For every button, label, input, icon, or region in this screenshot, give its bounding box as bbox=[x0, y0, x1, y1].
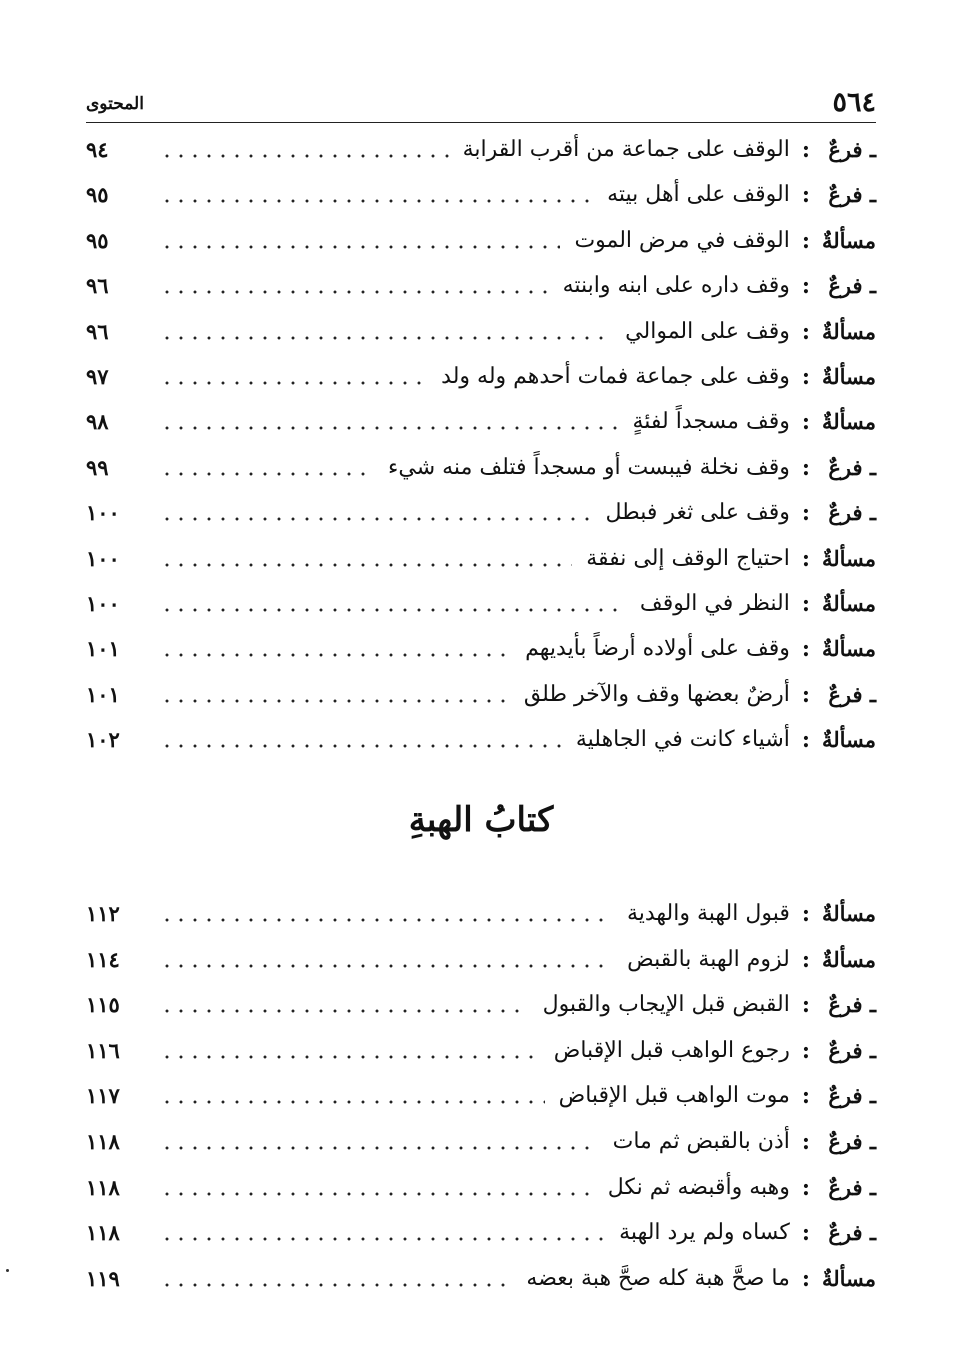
entry-separator: : bbox=[801, 545, 810, 572]
toc-entry bbox=[86, 446, 876, 490]
toc-entry bbox=[86, 1029, 876, 1073]
entry-kind: مسألةٌ bbox=[821, 227, 876, 253]
entry-separator: : bbox=[801, 227, 810, 254]
dot-leader bbox=[160, 1055, 540, 1059]
toc-entry bbox=[86, 219, 876, 263]
dot-leader bbox=[160, 1100, 545, 1104]
entry-title: احتياج الوقف إلى نفقة bbox=[586, 545, 790, 571]
dot-leader bbox=[160, 1009, 529, 1013]
entry-page-number: ٩٦ bbox=[86, 273, 109, 299]
entry-kind: ـ فرعٌ bbox=[828, 1174, 876, 1200]
entry-title: وقف مسجداً لفئةٍ bbox=[632, 409, 790, 435]
entry-kind: ـ فرعٌ bbox=[828, 992, 876, 1018]
toc-entry bbox=[86, 983, 876, 1027]
entry-separator: : bbox=[801, 1220, 810, 1247]
entry-title: وهبه وأقبضه ثم نكل bbox=[607, 1174, 790, 1200]
entry-kind: ـ فرعٌ bbox=[828, 1129, 876, 1154]
entry-kind: مسألةٌ bbox=[821, 409, 876, 435]
scan-speck bbox=[6, 1269, 9, 1272]
entry-title: وقف نخلة فيبست أو مسجداً فتلف منه شيء bbox=[388, 454, 790, 480]
entry-separator: : bbox=[801, 182, 810, 209]
dot-leader bbox=[160, 472, 374, 476]
entry-separator: : bbox=[801, 1037, 810, 1064]
entry-kind: مسألةٌ bbox=[821, 318, 876, 344]
toc-entry bbox=[86, 1166, 876, 1210]
entry-separator: : bbox=[801, 1174, 810, 1201]
entry-kind: مسألةٌ bbox=[821, 1265, 876, 1291]
entry-separator: : bbox=[801, 1129, 810, 1155]
entry-separator: : bbox=[801, 727, 810, 754]
page-number: ٥٦٤ bbox=[832, 87, 876, 118]
entry-title: الوقف على جماعة من أقرب القرابة bbox=[462, 137, 790, 162]
entry-title: الوقف في مرض الموت bbox=[574, 227, 790, 253]
entry-separator: : bbox=[801, 409, 810, 436]
entry-title: لزوم الهبة بالقبض bbox=[627, 946, 790, 972]
entry-kind: مسألةٌ bbox=[821, 727, 876, 753]
entry-page-number: ٩٩ bbox=[86, 454, 109, 480]
entry-title: موت الواهب قبل الإقباض bbox=[558, 1083, 790, 1109]
entry-title: رجوع الواهب قبل الإقباض bbox=[553, 1037, 790, 1063]
entry-kind: ـ فرعٌ bbox=[828, 137, 876, 162]
toc-entry bbox=[86, 673, 876, 717]
entry-page-number: ٩٧ bbox=[86, 364, 109, 389]
entry-title: أشياء كانت في الجاهلية bbox=[575, 727, 790, 753]
entry-separator: : bbox=[801, 137, 810, 163]
toc-entry bbox=[86, 1257, 876, 1301]
entry-kind: مسألةٌ bbox=[821, 636, 876, 662]
entry-separator: : bbox=[801, 364, 810, 390]
entry-title: أذن بالقبض ثم مات bbox=[612, 1129, 790, 1154]
running-title: المحتوى bbox=[86, 94, 144, 114]
dot-leader bbox=[160, 381, 427, 385]
entry-kind: ـ فرعٌ bbox=[828, 454, 876, 480]
entry-page-number: ١١٨ bbox=[86, 1174, 120, 1200]
dot-leader bbox=[160, 918, 613, 922]
toc-entry bbox=[86, 1120, 876, 1164]
entry-separator: : bbox=[801, 992, 810, 1019]
entry-page-number: ١٠٠ bbox=[86, 545, 120, 571]
page-header bbox=[86, 78, 876, 118]
entry-page-number: ١١٨ bbox=[86, 1129, 120, 1154]
entry-page-number: ١١٤ bbox=[86, 946, 120, 972]
dot-leader bbox=[160, 1237, 605, 1241]
toc-entry bbox=[86, 718, 876, 762]
entry-page-number: ١٠١ bbox=[86, 636, 120, 662]
entry-page-number: ١١٥ bbox=[86, 992, 120, 1018]
entry-separator: : bbox=[801, 946, 810, 973]
toc-entry bbox=[86, 400, 876, 444]
toc-entry bbox=[86, 173, 876, 217]
entry-page-number: ١١٢ bbox=[86, 901, 120, 926]
entry-separator: : bbox=[801, 1265, 810, 1292]
toc-entry bbox=[86, 938, 876, 982]
entry-separator: : bbox=[801, 636, 810, 663]
entry-separator: : bbox=[801, 901, 810, 927]
toc-entry bbox=[86, 537, 876, 581]
dot-leader bbox=[160, 245, 560, 249]
entry-page-number: ١٠٠ bbox=[86, 591, 120, 616]
dot-leader bbox=[160, 336, 611, 340]
toc-entry bbox=[86, 128, 876, 172]
entry-page-number: ٩٥ bbox=[86, 182, 109, 208]
entry-kind: ـ فرعٌ bbox=[828, 182, 876, 208]
entry-page-number: ١٠٠ bbox=[86, 500, 120, 526]
entry-page-number: ٩٨ bbox=[86, 409, 109, 435]
entry-separator: : bbox=[801, 1083, 810, 1110]
toc-entry bbox=[86, 1074, 876, 1118]
entry-page-number: ١٠١ bbox=[86, 681, 120, 707]
dot-leader bbox=[160, 699, 510, 703]
entry-page-number: ٩٥ bbox=[86, 227, 109, 253]
entry-kind: ـ فرعٌ bbox=[828, 681, 876, 707]
toc-entry bbox=[86, 355, 876, 399]
entry-title: وقف على ثغر فبطل bbox=[605, 500, 790, 526]
entry-kind: ـ فرعٌ bbox=[828, 1083, 876, 1109]
dot-leader bbox=[160, 964, 613, 968]
entry-separator: : bbox=[801, 318, 810, 345]
entry-kind: مسألةٌ bbox=[821, 364, 876, 389]
entry-title: ما صحَّ هبة كله صحَّ هبة بعضه bbox=[526, 1265, 790, 1291]
entry-page-number: ١٠٢ bbox=[86, 727, 120, 753]
entry-separator: : bbox=[801, 681, 810, 708]
entry-kind: ـ فرعٌ bbox=[828, 1037, 876, 1063]
entry-page-number: ٩٦ bbox=[86, 318, 109, 344]
entry-kind: ـ فرعٌ bbox=[828, 273, 876, 299]
entry-kind: ـ فرعٌ bbox=[828, 500, 876, 526]
entry-kind: ـ فرعٌ bbox=[828, 1220, 876, 1246]
entry-kind: مسألةٌ bbox=[821, 591, 876, 616]
entry-separator: : bbox=[801, 500, 810, 527]
dot-leader bbox=[160, 154, 449, 158]
dot-leader bbox=[160, 653, 511, 657]
entry-kind: مسألةٌ bbox=[821, 946, 876, 972]
entry-title: وقف على أولاده أرضاً بأيديهم bbox=[525, 636, 790, 662]
entry-title: كساه ولم يرد الهبة bbox=[619, 1220, 790, 1246]
entry-separator: : bbox=[801, 273, 810, 300]
dot-leader bbox=[160, 563, 572, 567]
entry-title: وقف على جماعة فمات أحدهم وله ولد bbox=[441, 364, 790, 389]
dot-leader bbox=[160, 744, 562, 748]
dot-leader bbox=[160, 290, 549, 294]
entry-title: قبول الهبة والهدية bbox=[626, 901, 790, 926]
entry-page-number: ١١٨ bbox=[86, 1220, 120, 1246]
entry-page-number: ٩٤ bbox=[86, 137, 109, 162]
dot-leader bbox=[160, 517, 591, 521]
entry-page-number: ١١٩ bbox=[86, 1265, 120, 1291]
entry-kind: مسألةٌ bbox=[821, 545, 876, 571]
toc-entry bbox=[86, 582, 876, 626]
entry-page-number: ١١٧ bbox=[86, 1083, 120, 1109]
entry-title: أرضٌ بعضها وقف والآخر طلق bbox=[523, 681, 790, 707]
dot-leader bbox=[160, 199, 593, 203]
entry-title: وقف داره على ابنه وابنته bbox=[562, 273, 790, 299]
entry-page-number: ١١٦ bbox=[86, 1037, 120, 1063]
entry-title: القبض قبل الإيجاب والقبول bbox=[542, 992, 790, 1018]
header-rule bbox=[86, 122, 876, 123]
entry-title: وقف على الموالي bbox=[625, 318, 790, 344]
entry-separator: : bbox=[801, 591, 810, 617]
toc-entry bbox=[86, 1211, 876, 1255]
toc-entry bbox=[86, 892, 876, 936]
dot-leader bbox=[160, 1146, 599, 1150]
dot-leader bbox=[160, 608, 626, 612]
dot-leader bbox=[160, 1192, 594, 1196]
entry-title: النظر في الوقف bbox=[639, 591, 790, 616]
toc-entry bbox=[86, 627, 876, 671]
dot-leader bbox=[160, 1283, 512, 1287]
entry-separator: : bbox=[801, 454, 810, 481]
entry-kind: مسألةٌ bbox=[821, 901, 876, 926]
dot-leader bbox=[160, 426, 618, 430]
toc-entry bbox=[86, 491, 876, 535]
section-heading: كتابُ الهبةِ bbox=[408, 800, 554, 840]
toc-entry bbox=[86, 310, 876, 354]
toc-entry bbox=[86, 264, 876, 308]
entry-title: الوقف على أهل بيته bbox=[607, 182, 790, 208]
